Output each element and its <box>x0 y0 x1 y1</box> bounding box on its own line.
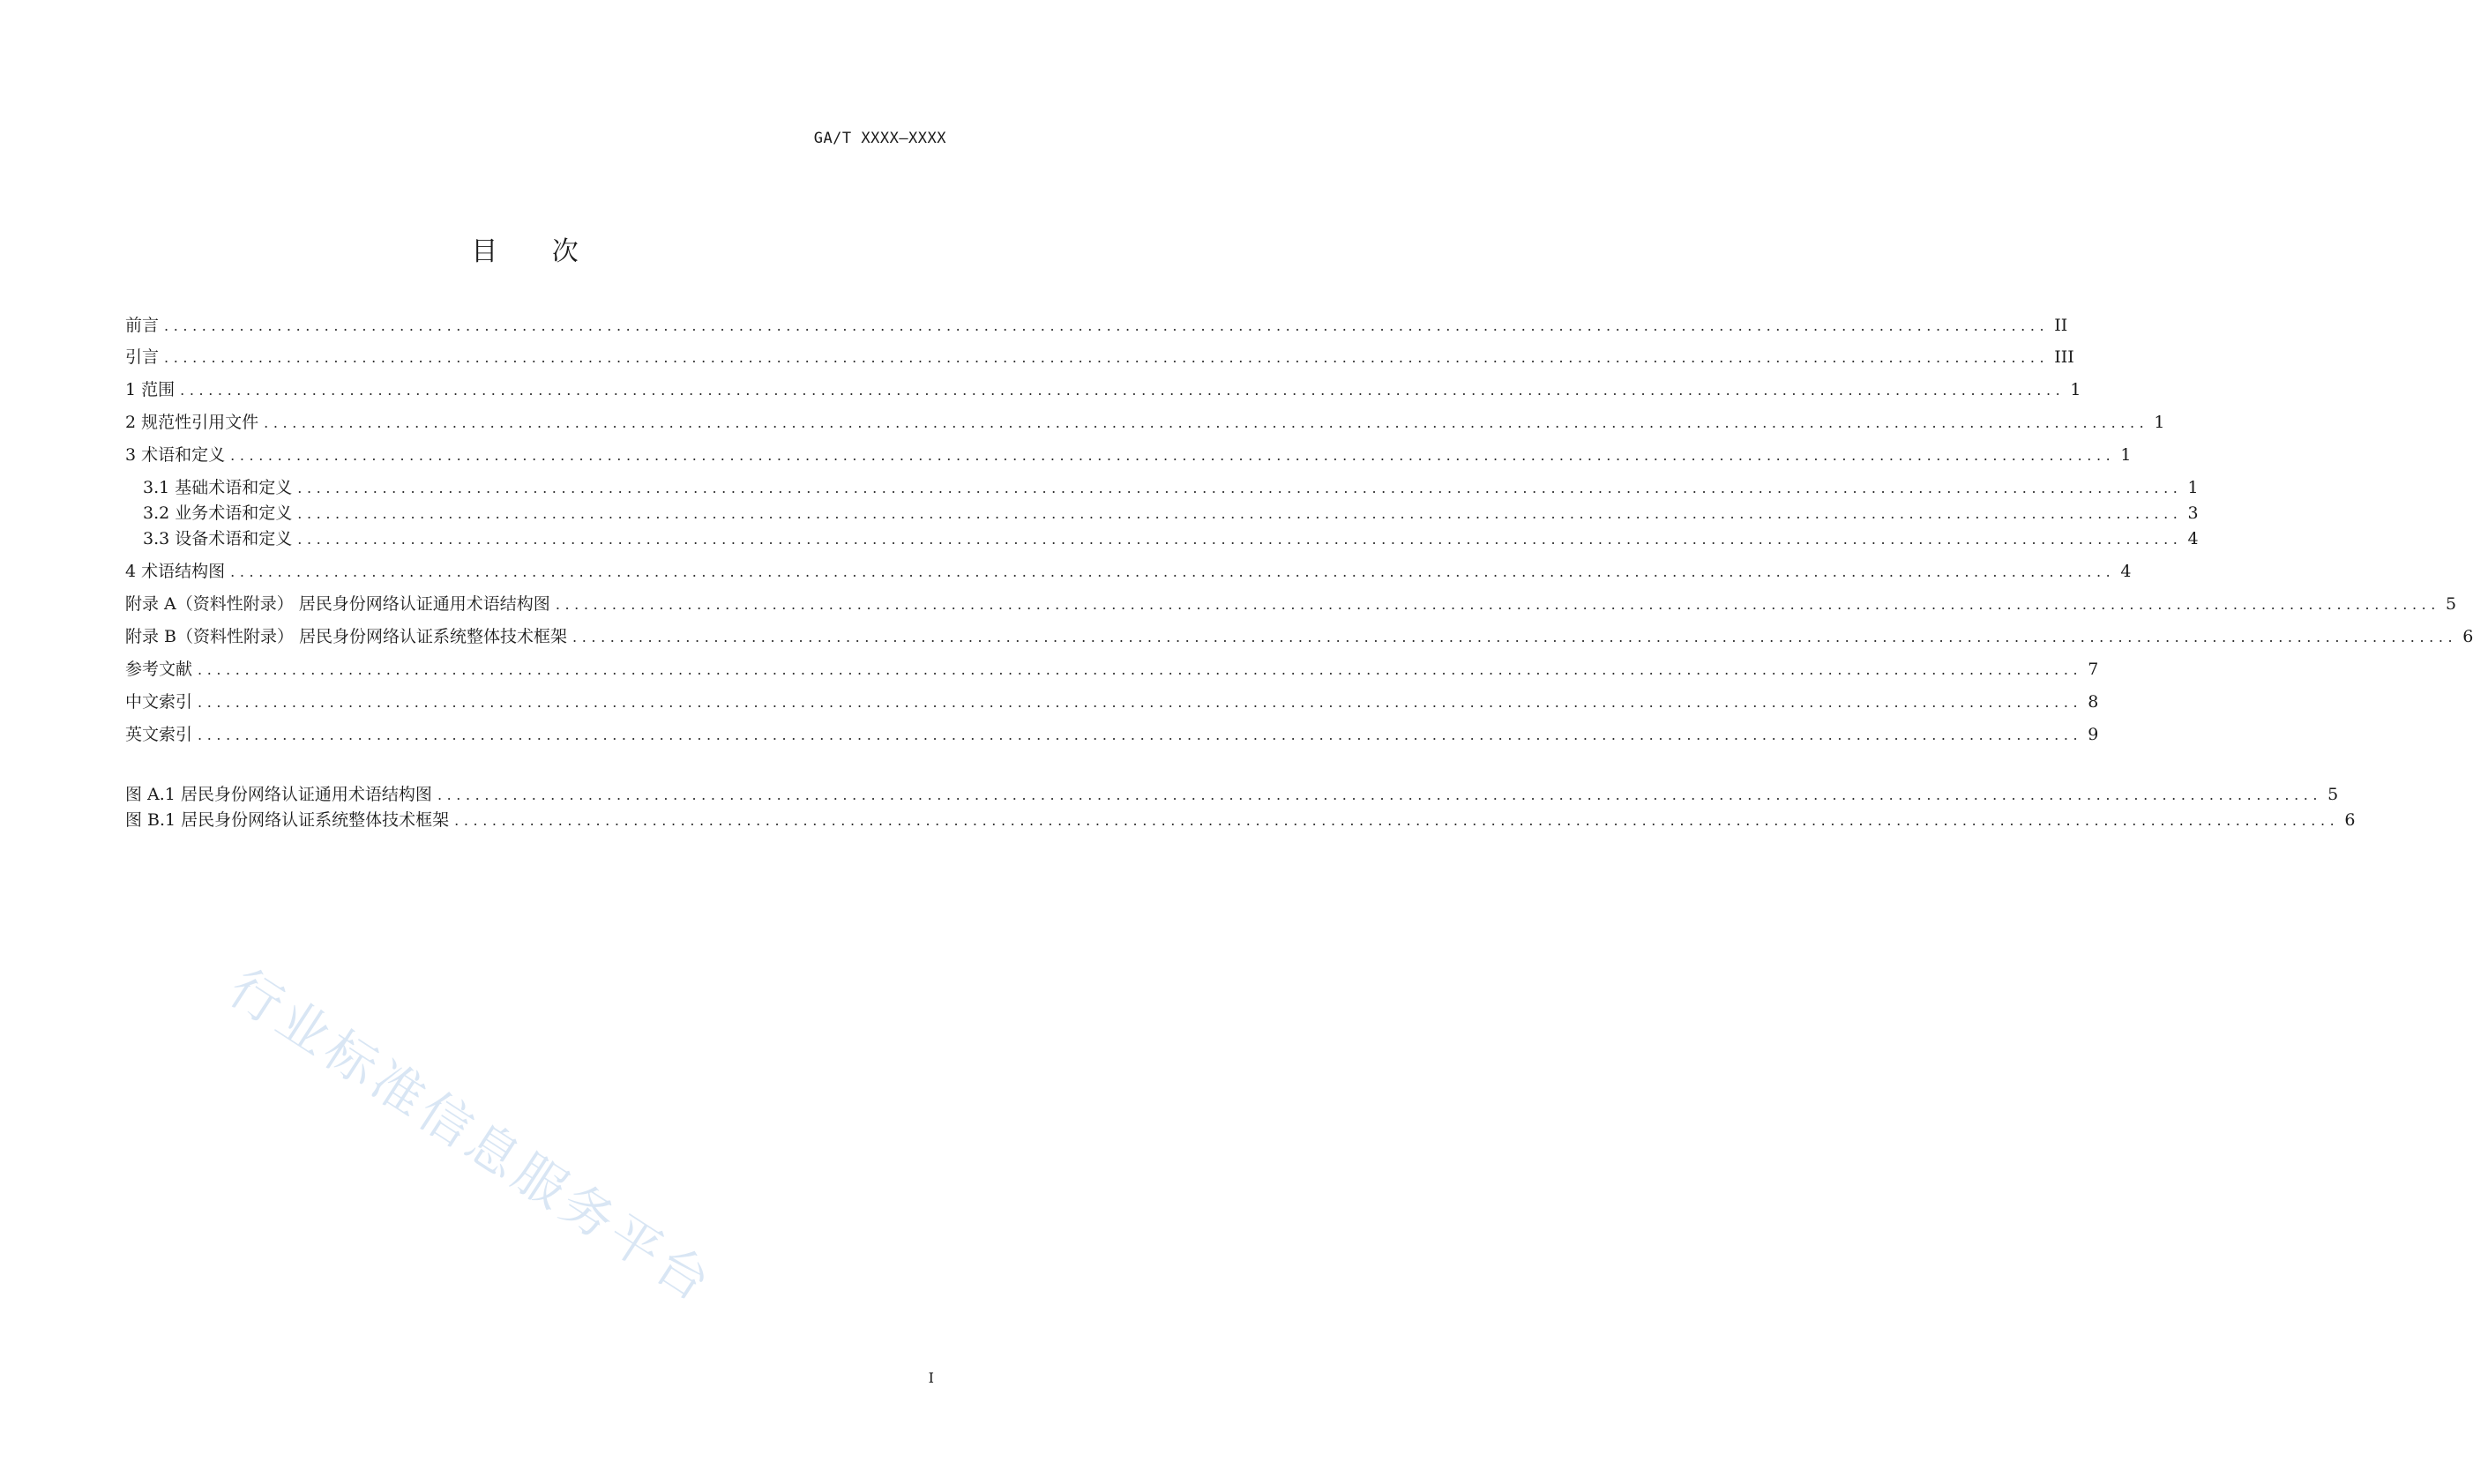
leader-dots: ........................................................................................................................................................................................................ <box>297 480 2183 496</box>
toc-entry-bibliography[interactable] <box>125 658 2099 681</box>
figure-entry-a1[interactable] <box>125 783 2339 806</box>
leader-dots: ........................................................................................................................................................................................................ <box>198 694 2083 711</box>
toc-entry-label: 中文索引 <box>125 692 193 712</box>
leader-dots: ........................................................................................................................................................................................................ <box>297 505 2183 522</box>
toc-entry-terms-definitions[interactable] <box>125 444 2132 466</box>
leader-dots: ........................................................................................................................................................................................................ <box>230 447 2116 464</box>
toc-entry-page: II <box>2054 316 2068 335</box>
toc-entry-term-structure[interactable] <box>125 560 2132 583</box>
toc-entry-scope[interactable] <box>125 378 2081 401</box>
toc-entry-basic-terms[interactable] <box>143 476 2199 499</box>
watermark-text: 行业标准信息服务平台 <box>218 957 725 1316</box>
toc-entry-page: 4 <box>2120 562 2132 581</box>
toc-entry-normative-references[interactable] <box>125 411 2165 434</box>
toc-entry-annex-a[interactable] <box>125 593 2457 615</box>
toc-entry-device-terms[interactable] <box>143 527 2199 550</box>
toc-entry-label: 附录 A（资料性附录） 居民身份网络认证通用术语结构图 <box>125 594 550 614</box>
toc-entry-label: 2 规范性引用文件 <box>125 413 259 432</box>
figure-entry-label: 图 B.1 居民身份网络认证系统整体技术框架 <box>125 810 450 830</box>
toc-entry-business-terms[interactable] <box>143 502 2199 525</box>
toc-entry-annex-b[interactable] <box>125 625 2473 648</box>
figure-entry-b1[interactable] <box>125 809 2356 831</box>
leader-dots: ........................................................................................................................................................................................................ <box>437 787 2323 803</box>
toc-entry-english-index[interactable] <box>125 723 2099 746</box>
toc-entry-label: 参考文献 <box>125 660 193 679</box>
toc-entry-page: 3 <box>2187 503 2199 523</box>
figure-entry-page: 6 <box>2344 810 2356 830</box>
toc-entry-label: 附录 B（资料性附录） 居民身份网络认证系统整体技术框架 <box>125 627 568 646</box>
toc-entry-introduction[interactable] <box>125 346 2074 369</box>
page-number: I <box>928 1369 934 1386</box>
toc-entry-page: 9 <box>2088 725 2099 744</box>
figure-entry-label: 图 A.1 居民身份网络认证通用术语结构图 <box>125 785 432 804</box>
leader-dots: ........................................................................................................................................................................................................ <box>198 727 2083 743</box>
toc-entry-label: 引言 <box>125 347 160 367</box>
toc-entry-label: 1 范围 <box>125 380 176 399</box>
leader-dots: ........................................................................................................................................................................................................ <box>572 629 2458 645</box>
leader-dots: ........................................................................................................................................................................................................ <box>164 349 2050 366</box>
leader-dots: ........................................................................................................................................................................................................ <box>230 563 2116 580</box>
leader-dots: ........................................................................................................................................................................................................ <box>264 414 2149 431</box>
toc-entry-label: 4 术语结构图 <box>125 562 226 581</box>
toc-entry-page: 8 <box>2088 692 2099 712</box>
toc-entry-page: 1 <box>2070 380 2081 399</box>
leader-dots: ........................................................................................................................................................................................................ <box>555 596 2440 613</box>
toc-entry-label: 前言 <box>125 316 160 335</box>
toc-entry-page: 1 <box>2187 478 2199 497</box>
toc-entry-label: 3.2 业务术语和定义 <box>143 503 293 523</box>
toc-entry-page: 1 <box>2120 445 2132 465</box>
leader-dots: ........................................................................................................................................................................................................ <box>198 661 2083 678</box>
toc-entry-page: 4 <box>2187 529 2199 548</box>
leader-dots: ........................................................................................................................................................................................................ <box>454 812 2340 829</box>
toc-entry-label: 3.3 设备术语和定义 <box>143 529 293 548</box>
toc-entry-label: 3.1 基础术语和定义 <box>143 478 293 497</box>
toc-entry-foreword[interactable] <box>125 314 2068 337</box>
toc-entry-page: 5 <box>2446 594 2457 614</box>
toc-entry-label: 3 术语和定义 <box>125 445 226 465</box>
toc-entry-page: 1 <box>2154 413 2165 432</box>
figure-entry-page: 5 <box>2327 785 2339 804</box>
toc-entry-label: 英文索引 <box>125 725 193 744</box>
document-code: GA/T XXXX—XXXX <box>813 130 946 147</box>
leader-dots: ........................................................................................................................................................................................................ <box>164 317 2050 334</box>
toc-entry-page: 7 <box>2088 660 2099 679</box>
leader-dots: ........................................................................................................................................................................................................ <box>297 531 2183 548</box>
toc-entry-page: III <box>2054 347 2074 367</box>
page-title: 目 次 <box>471 236 601 267</box>
toc-entry-chinese-index[interactable] <box>125 690 2099 713</box>
leader-dots: ........................................................................................................................................................................................................ <box>180 382 2066 399</box>
toc-entry-page: 6 <box>2462 627 2473 646</box>
